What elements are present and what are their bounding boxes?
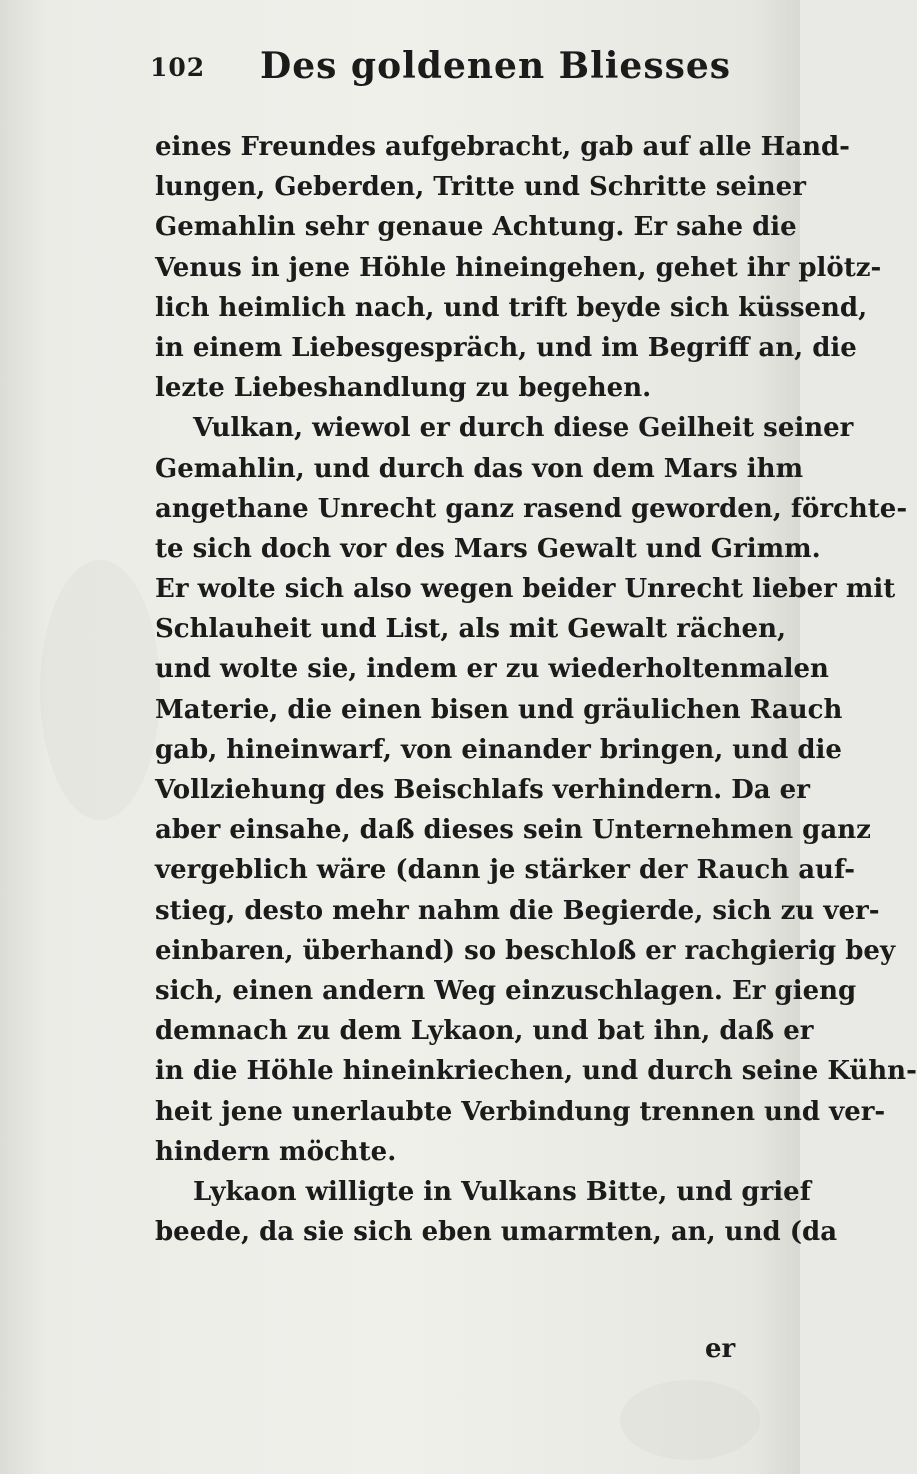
text-line: lich heimlich nach, und trift beyde sich küssend, <box>155 292 868 323</box>
text-line: vergeblich wäre (dann je stärker der Rauch auf- <box>155 855 856 886</box>
body-text <box>155 127 917 1252</box>
text-line: in die Höhle hineinkriechen, und durch seine Kühn- <box>155 1056 917 1087</box>
text-line: lungen, Geberden, Tritte und Schritte seiner <box>155 172 806 203</box>
text-line: Lykaon willigte in Vulkans Bitte, und grief <box>193 1176 811 1207</box>
text-line: Gemahlin sehr genaue Achtung. Er sahe die <box>155 212 797 243</box>
text-line: demnach zu dem Lykaon, und bat ihn, daß er <box>155 1016 814 1047</box>
text-line: Schlauheit und List, als mit Gewalt rächen, <box>155 614 787 645</box>
text-line: angethane Unrecht ganz rasend geworden, förchte- <box>155 493 908 524</box>
text-line: Vollziehung des Beischlafs verhindern. Da er <box>155 775 810 805</box>
text-line: aber einsahe, daß dieses sein Unternehmen ganz <box>155 815 871 846</box>
text-line: eines Freundes aufgebracht, gab auf alle Hand- <box>155 132 850 162</box>
text-line: lezte Liebeshandlung zu begehen. <box>155 373 652 404</box>
paper-stain <box>40 560 160 820</box>
text-line: heit jene unerlaubte Verbindung trennen und ver- <box>155 1096 886 1127</box>
text-line: einbaren, überhand) so beschloß er rachgierig bey <box>155 935 896 966</box>
text-line: Materie, die einen bisen und gräulichen Rauch <box>155 694 843 725</box>
page-number: 102 <box>150 53 206 82</box>
paper-stain <box>620 1380 760 1460</box>
text-line: Gemahlin, und durch das von dem Mars ihm <box>155 453 804 484</box>
catchword: er <box>705 1334 736 1364</box>
text-line: sich, einen andern Weg einzuschlagen. Er gieng <box>155 975 857 1006</box>
page-header <box>150 45 732 105</box>
text-line: Vulkan, wiewol er durch diese Geilheit seiner <box>193 413 854 444</box>
running-head: Des goldenen Bliesses <box>260 45 732 87</box>
text-line: stieg, desto mehr nahm die Begierde, sich zu ver- <box>155 895 880 926</box>
text-line: Er wolte sich also wegen beider Unrecht lieber mit <box>155 574 896 605</box>
text-line: und wolte sie, indem er zu wiederholtenmalen <box>155 654 829 685</box>
text-line: Venus in jene Höhle hineingehen, gehet ihr plötz- <box>155 252 882 283</box>
text-line: te sich doch vor des Mars Gewalt und Grimm. <box>155 533 821 564</box>
text-line: hindern möchte. <box>155 1136 397 1167</box>
text-line: gab, hineinwarf, von einander bringen, und die <box>155 734 842 765</box>
text-line: beede, da sie sich eben umarmten, an, und (da <box>155 1217 838 1248</box>
text-line: in einem Liebesgespräch, und im Begriff an, die <box>155 332 857 363</box>
